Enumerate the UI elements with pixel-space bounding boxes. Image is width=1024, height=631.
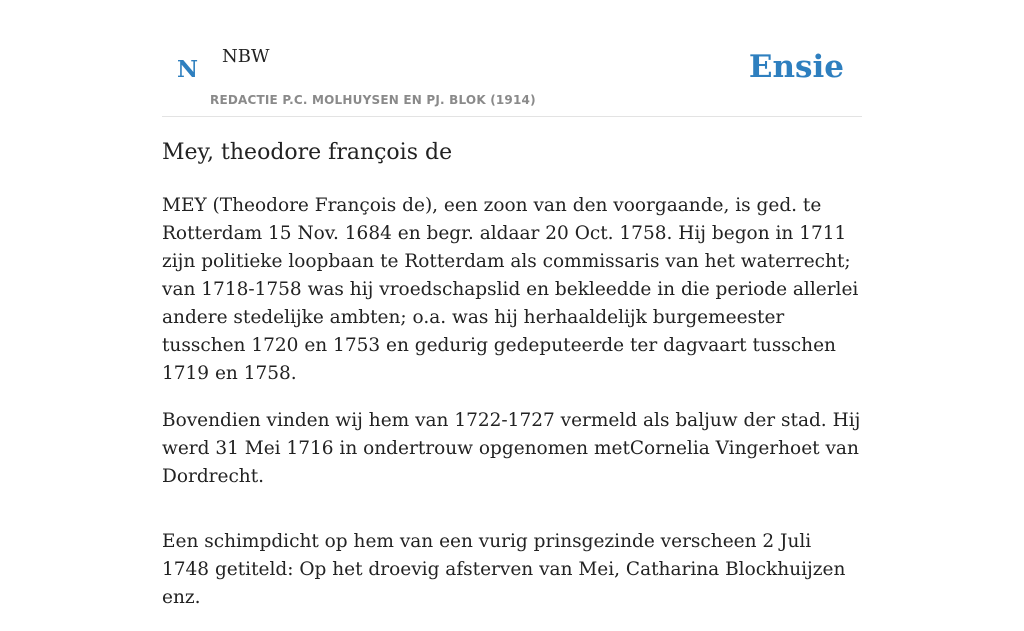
source-badge[interactable]: N <box>177 56 199 83</box>
article-title: Mey, theodore françois de <box>162 140 453 165</box>
article-page <box>162 0 862 608</box>
article-paragraph: Een schimpdicht op hem van een vurig prinsgezinde verscheen 2 Juli 1748 getiteld: Op het droevig afsterven van Mei, Catharina Blockhuijzen enz. <box>162 531 846 608</box>
article-paragraph: Bovendien vinden wij hem van 1722-1727 vermeld als baljuw der stad. Hij werd 31 Mei 1716 in ondertrouw opgenomen metCornelia Vingerhoet van Dordrecht. <box>162 410 861 487</box>
article-body <box>162 192 862 631</box>
source-name[interactable]: NBW <box>222 46 270 67</box>
article-paragraph: MEY (Theodore François de), een zoon van den voorgaande, is ged. te Rotterdam 15 Nov. 1684 en begr. aldaar 20 Oct. 1758. Hij begon in 1711 zijn politieke loopbaan te Rotterdam als commissaris van het waterrecht; van 1718-1758 was hij vroedschapslid en bekleedde in die periode allerlei andere stedelijke ambten; o.a. was hij herhaaldelijk burgemeester tusschen 1720 en 1753 en gedurig gedeputeerde ter dagvaart tusschen 1719 en 1758. <box>162 195 859 384</box>
ensie-logo[interactable]: Ensie <box>748 49 844 85</box>
article-header <box>162 0 862 117</box>
redaction-credit: REDACTIE P.C. MOLHUYSEN EN PJ. BLOK (1914) <box>210 93 536 107</box>
